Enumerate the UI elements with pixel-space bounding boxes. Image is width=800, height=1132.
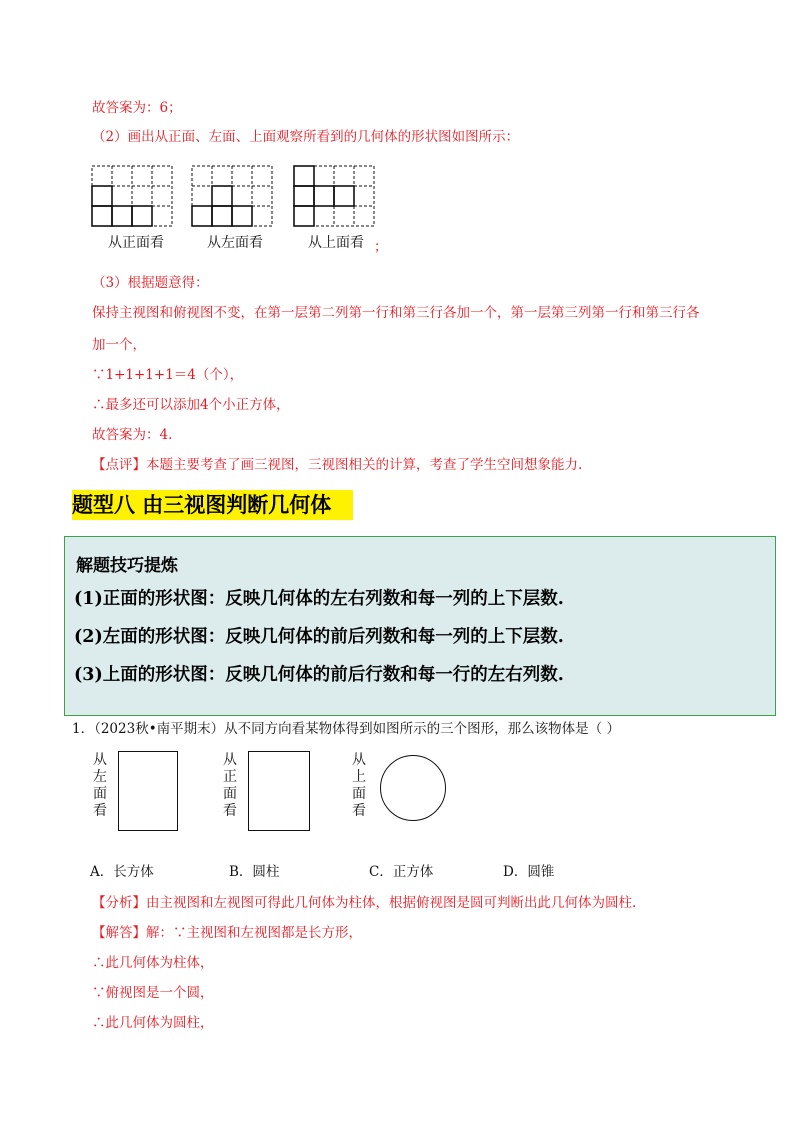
answer-tag: 【解答】 — [92, 925, 146, 941]
answer-line-4: 保持主视图和俯视图不变，在第一层第二列第一行和第三行各加一个，第一层第三列第一行和第三行各 — [92, 305, 700, 321]
answer-line-2: （2）画出从正面、左面、上面观察所看到的几何体的形状图如图所示： — [92, 129, 520, 145]
answer-line-5: 加一个， — [92, 337, 146, 353]
answer-text: 解：∵主视图和左视图都是长方形， — [146, 925, 362, 941]
tips-title: 解题技巧提炼 — [76, 556, 178, 576]
left-view-caption: 从左面看 — [207, 235, 263, 251]
left-view-rectangle — [118, 751, 178, 831]
top-view-caption: 从上面看 — [308, 235, 364, 251]
top-view-circle — [380, 755, 446, 821]
analysis-tag: 【分析】 — [92, 895, 146, 911]
section-heading: 题型八 由三视图判断几何体 — [72, 490, 353, 520]
answer-step-3: ∴此几何体为圆柱， — [92, 1015, 214, 1031]
view-label-top: 从 上 面 看 — [352, 752, 366, 819]
view-label-left: 从 左 面 看 — [93, 752, 107, 819]
analysis-line — [92, 894, 636, 912]
analysis-text: 由主视图和左视图可得此几何体为柱体，根据俯视图是圆可判断出此几何体为圆柱. — [146, 895, 637, 911]
answer-step-2: ∵俯视图是一个圆， — [92, 985, 214, 1001]
comment-line — [92, 456, 582, 474]
option-c[interactable]: C．正方体 — [369, 864, 434, 880]
three-views-figure — [88, 160, 388, 232]
tip-3: (3)上面的形状图：反映几何体的前后行数和每一行的左右列数. — [74, 665, 564, 685]
answer-line-7: ∴最多还可以添加4个小正方体， — [92, 397, 290, 413]
comment-text: 本题主要考查了画三视图，三视图相关的计算，考查了学生空间想象能力. — [146, 457, 583, 473]
answer-line-6: ∵1+1+1+1＝4（个）， — [92, 367, 244, 383]
comment-tag: 【点评】 — [92, 457, 146, 473]
question-stem: 1．（2023秋•南平期末）从不同方向看某物体得到如图所示的三个图形，那么该物体是（ ） — [72, 721, 620, 737]
answer-line-1: 故答案为：6； — [92, 100, 182, 116]
tip-2: (2)左面的形状图：反映几何体的前后列数和每一列的上下层数. — [74, 627, 564, 647]
answer-step-1: ∴此几何体为柱体， — [92, 955, 214, 971]
left-view-grid — [192, 166, 272, 226]
option-d[interactable]: D．圆锥 — [503, 864, 555, 880]
answer-line — [92, 924, 362, 942]
front-view-caption: 从正面看 — [108, 235, 164, 251]
answer-line-3: （3）根据题意得： — [92, 275, 209, 291]
option-b[interactable]: B．圆柱 — [229, 864, 280, 880]
front-view-grid — [92, 166, 172, 226]
top-view-grid — [294, 166, 374, 226]
caption-suffix: ； — [374, 239, 388, 255]
view-label-front: 从 正 面 看 — [223, 752, 237, 819]
answer-line-8: 故答案为：4. — [92, 427, 173, 443]
tips-box — [64, 536, 776, 716]
option-a[interactable]: A．长方体 — [90, 864, 154, 880]
front-view-rectangle — [248, 751, 310, 831]
tip-1: (1)正面的形状图：反映几何体的左右列数和每一列的上下层数. — [74, 589, 564, 609]
